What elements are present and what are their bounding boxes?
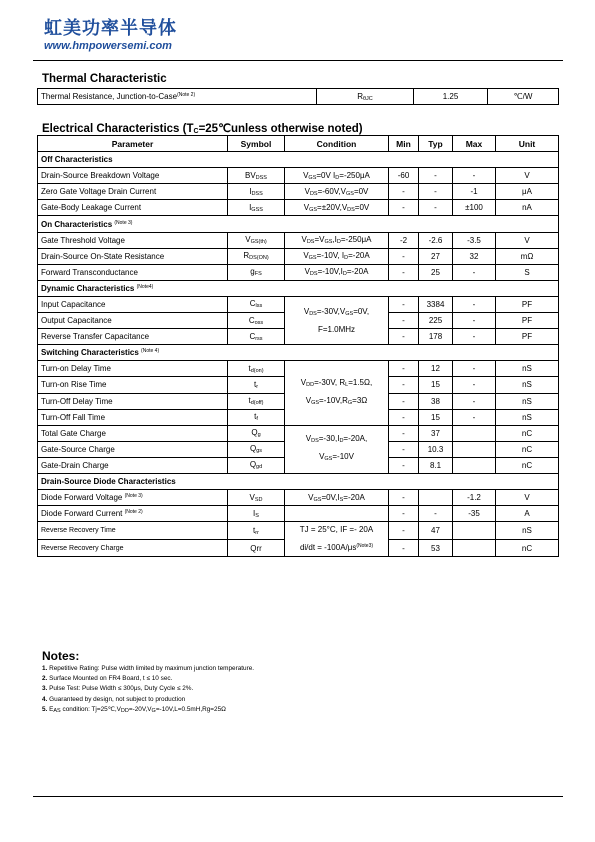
- section-switching: Switching Characteristics $^{(Note 4)}$: [38, 345, 559, 361]
- reverse-recovery-condition: TJ = 25°C, IF =- 20A di/dt = -100A/μs$^{(Note3)}$: [285, 522, 389, 557]
- thermal-param: Thermal Resistance, Junction-to-Case$^{(Note 2)}$: [38, 89, 317, 105]
- table-row: Zero Gate Voltage Drain Current $I_{DSS}$ $V_{DS}=-60V,V_{GS}=0V$ - - -1 μA: [38, 184, 559, 200]
- section-off: Off Characteristics: [38, 152, 559, 168]
- list-item: 4. Guaranteed by design, not subject to production: [42, 695, 186, 703]
- list-item: 1. Repetitive Rating: Pulse width limited by maximum junction temperature.: [42, 665, 255, 672]
- section-dynamic: Dynamic Characteristics $^{(Note4)}$: [38, 280, 559, 296]
- list-item: 5. $E_{AS}$ condition: $Tj=25℃,V_{DD}=-20V,V_G=-10V,L=0.5mH,Rg=25\Omega$: [42, 705, 226, 714]
- table-row: Total Gate Charge $Q_g$ $V_{DS}=-30,I_D=-20A$, $V_{GS}=-10V$ - 37 nC: [38, 425, 559, 441]
- table-row: Gate-Drain Charge $Q_{gd}$ - 8.1 nC: [38, 457, 559, 473]
- gate-charge-condition: $V_{DS}=-30,I_D=-20A$, $V_{GS}=-10V$: [285, 425, 389, 473]
- electrical-table: [37, 135, 559, 557]
- company-logo: [44, 18, 177, 53]
- table-row: Output Capacitance $C_{oss}$ - 225 - PF: [38, 313, 559, 329]
- col-max: Max: [453, 136, 496, 152]
- section-diode: Drain-Source Diode Characteristics: [38, 473, 559, 489]
- table-row: Drain-Source On-State Resistance $R_{DS(ON)}$ $V_{GS}=-10V$, $I_D=-20A$ - 27 32 mΩ: [38, 248, 559, 264]
- table-row: Input Capacitance $C_{lss}$ $V_{DS}=-30V,V_{GS}=0V$, F=1.0MHz - 3384 - PF: [38, 296, 559, 312]
- table-row: Gate Threshold Voltage $V_{GS(th)}$ $V_{DS}=V_{GS},I_D=-250\mu A$ -2 -2.6 -3.5 V: [38, 232, 559, 248]
- thermal-unit: ℃/W: [488, 89, 559, 105]
- section-on: On Characteristics $^{(Note 3)}$: [38, 216, 559, 232]
- table-row: Gate-Source Charge $Q_{gs}$ - 10.3 nC: [38, 441, 559, 457]
- col-condition: Condition: [285, 136, 389, 152]
- footer-divider: [33, 796, 563, 797]
- col-parameter: Parameter: [38, 136, 228, 152]
- table-row: Diode Forward Current $^{(Note 2)}$ $I_S$ - - -35 A: [38, 506, 559, 522]
- company-url[interactable]: www.hmpowersemi.com: [44, 40, 172, 52]
- table-row: Reverse Recovery Charge Qrr - 53 nC: [38, 539, 559, 557]
- thermal-table: [37, 88, 559, 105]
- table-row: Gate-Body Leakage Current $I_{GSS}$ $V_{GS}=\pm 20V,V_{DS}=0V$ - - ±100 nA: [38, 200, 559, 216]
- table-row: Diode Forward Voltage $^{(Note 3)}$ $V_{SD}$ $V_{GS}=0V,I_S=-20A$ - -1.2 V: [38, 490, 559, 506]
- table-header-row: [38, 136, 559, 152]
- col-unit: Unit: [496, 136, 559, 152]
- table-row: Drain-Source Breakdown Voltage $BV_{DSS}$ $V_{GS}=0V$ $I_D=-250\mu A$ -60 - - V: [38, 168, 559, 184]
- table-row: Turn-on Delay Time $t_{d(on)}$ $V_{DD}=-30V$, $R_L=1.5\Omega$, $V_{GS}=-10V,R_G=3\Omega$ - 12 - nS: [38, 361, 559, 377]
- thermal-title: Thermal Characteristic: [42, 73, 167, 85]
- col-typ: Typ: [419, 136, 453, 152]
- list-item: 3. Pulse Test: Pulse Width ≤ 300μs, Duty Cycle ≤ 2%.: [42, 685, 194, 693]
- table-row: Turn-on Rise Time $t_r$ - 15 - nS: [38, 377, 559, 393]
- list-item: 2. Surface Mounted on FR4 Board, t ≤ 10 sec.: [42, 675, 173, 683]
- table-row: Forward Transconductance $g_{FS}$ $V_{DS}=-10V,I_D=-20A$ - 25 - S: [38, 264, 559, 280]
- col-symbol: Symbol: [228, 136, 285, 152]
- notes-list: [42, 664, 254, 716]
- electrical-title: Electrical Characteristics ($T_C=25℃unless$ otherwise noted): [42, 123, 363, 135]
- thermal-value: 1.25: [414, 89, 488, 105]
- table-row: Reverse Transfer Capacitance $C_{rss}$ - 178 - PF: [38, 329, 559, 345]
- table-row: Reverse Recovery Time $t_{rr}$ TJ = 25°C, IF =- 20A di/dt = -100A/μs$^{(Note3)}$ - 47 nS: [38, 522, 559, 540]
- notes-title: Notes:: [42, 649, 80, 663]
- table-row: Turn-Off Fall Time $t_f$ - 15 - nS: [38, 409, 559, 425]
- thermal-symbol: $R_{\theta JC}$: [317, 89, 414, 105]
- table-row: [38, 89, 559, 105]
- capacitance-condition: $V_{DS}=-30V,V_{GS}=0V$, F=1.0MHz: [285, 296, 389, 344]
- table-row: Turn-Off Delay Time $t_{d(off)}$ - 38 - nS: [38, 393, 559, 409]
- switching-condition: $V_{DD}=-30V$, $R_L=1.5\Omega$, $V_{GS}=-10V,R_G=3\Omega$: [285, 361, 389, 425]
- col-min: Min: [389, 136, 419, 152]
- header-divider: [33, 60, 563, 61]
- company-name: 虹美功率半导体: [44, 18, 177, 39]
